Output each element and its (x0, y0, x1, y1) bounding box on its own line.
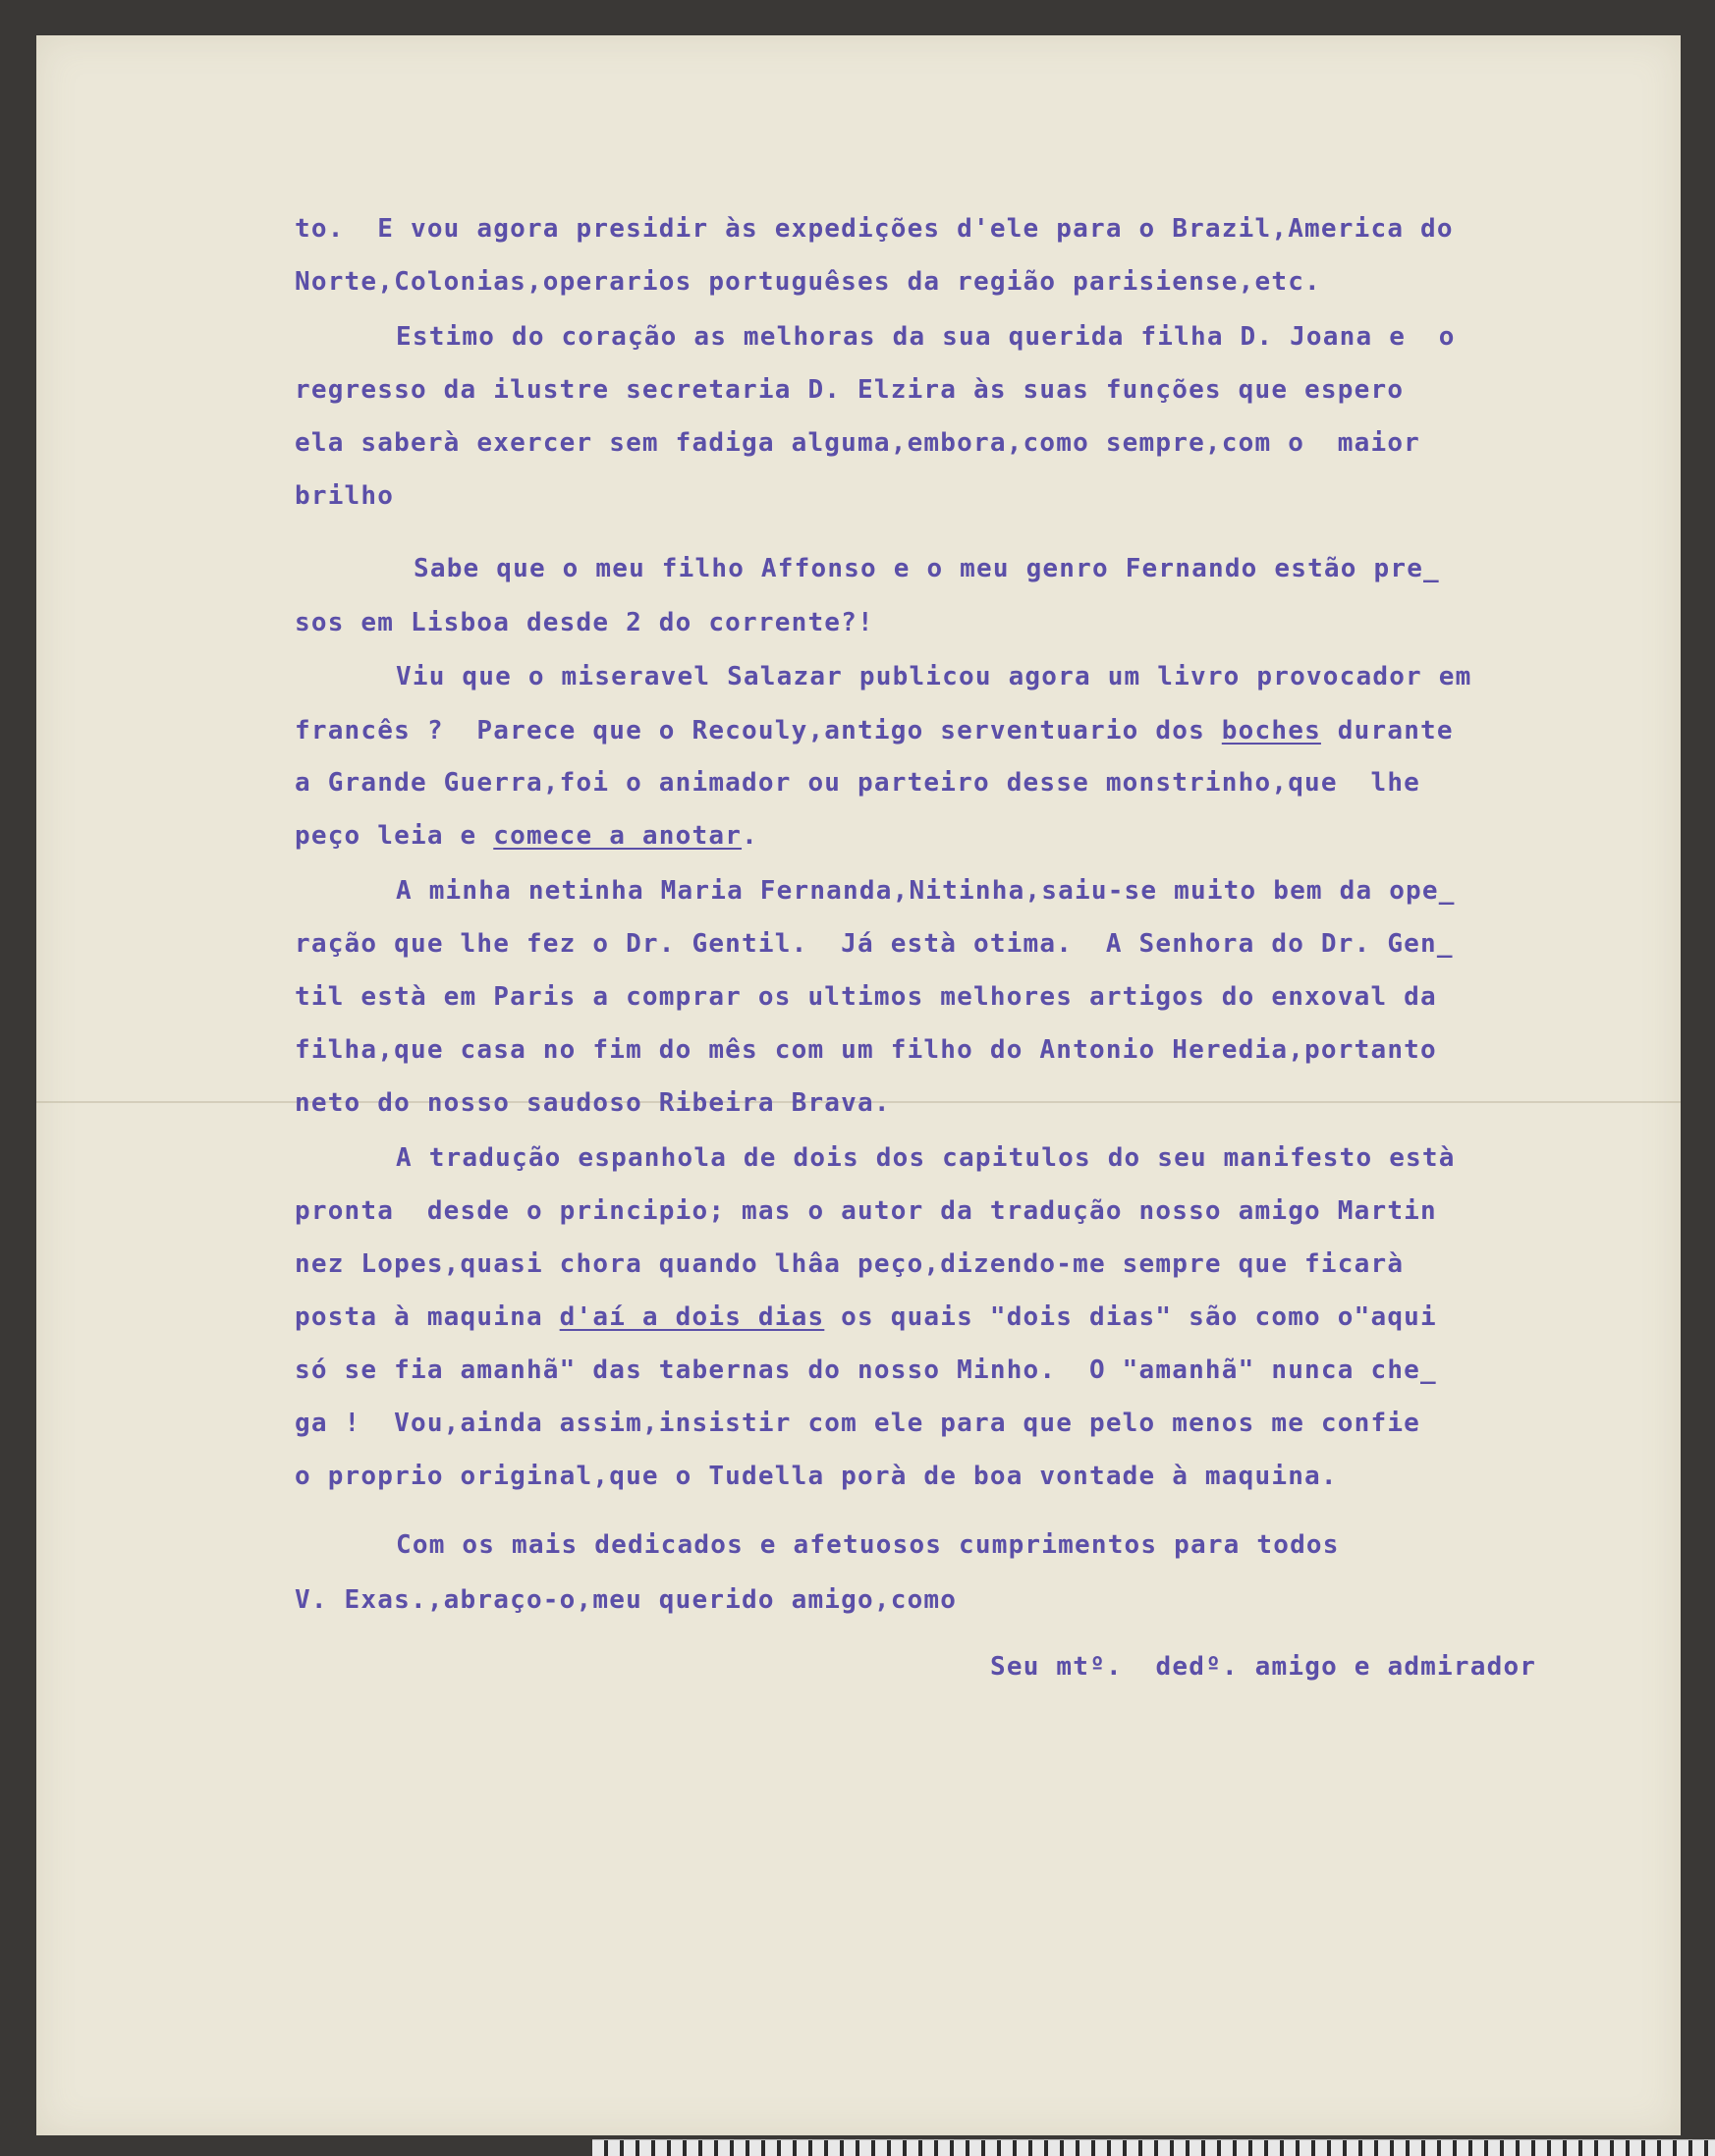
text-line: só se fia amanhã" das tabernas do nosso Minho. O "amanhã" nunca che_ (295, 1355, 1437, 1385)
underlined-word: boches (1221, 716, 1321, 746)
text-line: nez Lopes,quasi chora quando lhâa peço,dizendo-me sempre que ficarà (295, 1249, 1405, 1279)
text-line: o proprio original,que o Tudella porà de boa vontade à maquina. (295, 1462, 1338, 1491)
text-line: neto do nosso saudoso Ribeira Brava. (295, 1088, 891, 1118)
text-segment: . (742, 821, 758, 851)
text-line: A minha netinha Maria Fernanda,Nitinha,saiu-se muito bem da ope_ (396, 876, 1456, 906)
text-line: V. Exas.,abraço-o,meu querido amigo,como (295, 1585, 958, 1615)
text-line: A tradução espanhola de dois dos capitulos do seu manifesto està (396, 1143, 1456, 1173)
text-line: sos em Lisboa desde 2 do corrente?! (295, 608, 874, 637)
text-line (295, 716, 1454, 746)
text-line: pronta desde o principio; mas o autor da tradução nosso amigo Martin (295, 1196, 1437, 1226)
closing-signature-line: Seu mtº. dedº. amigo e admirador (990, 1652, 1537, 1682)
text-line: regresso da ilustre secretaria D. Elzira às suas funções que espero (295, 375, 1405, 405)
text-segment: os quais "dois dias" são como o"aqui (824, 1302, 1437, 1332)
text-line (295, 1302, 1437, 1332)
scale-ruler (592, 2139, 1715, 2156)
text-segment: peço leia e (295, 821, 494, 851)
underlined-phrase: comece a anotar (493, 821, 743, 851)
underlined-phrase: d'aí a dois dias (559, 1302, 825, 1332)
text-line: brilho (295, 481, 395, 511)
text-line (295, 821, 758, 851)
text-segment: francês ? Parece que o Recouly,antigo serventuario dos (295, 716, 1222, 746)
text-line: Norte,Colonias,operarios portuguêses da região parisiense,etc. (295, 267, 1321, 297)
text-line: ela saberà exercer sem fadiga alguma,embora,como sempre,com o maior (295, 428, 1421, 458)
text-segment: posta à maquina (295, 1302, 560, 1332)
text-line: Sabe que o meu filho Affonso e o meu genro Fernando estão pre_ (414, 554, 1440, 583)
text-line: Viu que o miseravel Salazar publicou agora um livro provocador em (396, 662, 1472, 691)
text-line: to. E vou agora presidir às expedições d'ele para o Brazil,America do (295, 214, 1454, 244)
text-segment: durante (1320, 716, 1454, 746)
text-line: ração que lhe fez o Dr. Gentil. Já està otima. A Senhora do Dr. Gen_ (295, 929, 1454, 959)
text-line: Com os mais dedicados e afetuosos cumprimentos para todos (396, 1530, 1340, 1560)
text-line: til està em Paris a comprar os ultimos melhores artigos do enxoval da (295, 982, 1437, 1012)
text-line: Estimo do coração as melhoras da sua querida filha D. Joana e o (396, 322, 1456, 352)
text-line: a Grande Guerra,foi o animador ou parteiro desse monstrinho,que lhe (295, 768, 1421, 798)
text-line: filha,que casa no fim do mês com um filho do Antonio Heredia,portanto (295, 1035, 1437, 1065)
text-line: ga ! Vou,ainda assim,insistir com ele para que pelo menos me confie (295, 1409, 1421, 1438)
